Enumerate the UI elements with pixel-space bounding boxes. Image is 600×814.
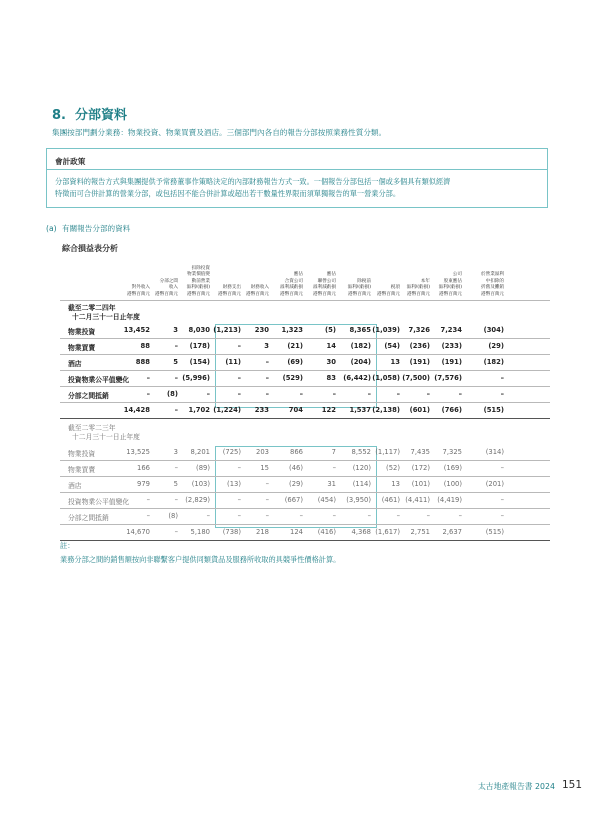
column-header-10: 本年 溢利/(虧損) 港幣百萬元 [406, 278, 430, 297]
table-cell: (114) [352, 480, 371, 488]
table-cell: (4,419) [437, 496, 462, 504]
table-cell: – [396, 512, 400, 520]
total-cell: (515) [485, 528, 504, 536]
section-title [52, 104, 127, 123]
total-cell: 218 [256, 528, 269, 536]
table-cell: (13) [227, 480, 241, 488]
section-number: 8. [52, 108, 66, 123]
table-cell: 230 [254, 326, 269, 334]
table-row [60, 340, 550, 353]
table-cell: (1,213) [213, 326, 241, 334]
row-rule [60, 338, 550, 339]
table-cell: 7,234 [440, 326, 462, 334]
table-cell: – [500, 464, 504, 472]
header-rule [60, 300, 550, 301]
total-cell: (766) [441, 406, 462, 414]
table-title: 綜合損益表分析 [62, 244, 118, 253]
table-cell: – [500, 390, 504, 398]
section-heading: 分部資料 [75, 108, 128, 123]
table-cell: (101) [411, 480, 430, 488]
table-cell: – [458, 512, 462, 520]
table-cell: – [174, 342, 178, 350]
column-header-9: 税項 港幣百萬元 [377, 285, 400, 297]
table-cell: (3,950) [346, 496, 371, 504]
table-row [60, 372, 550, 385]
row-rule [60, 386, 550, 387]
table-cell: (103) [191, 480, 210, 488]
table-cell: (2,829) [185, 496, 210, 504]
table-cell: 8,365 [349, 326, 371, 334]
table-cell: (8) [167, 390, 178, 398]
row-label: 投資物業公平值變化 [68, 376, 130, 384]
table-cell: (7,576) [434, 374, 462, 382]
note-label: 註： [60, 541, 75, 550]
table-cell: – [146, 374, 150, 382]
row-label: 分部之間抵銷 [68, 514, 109, 522]
policy-text-line-1: 分部資料的報告方式與集團提供予常務董事作策略決定的內部財務報告方式一致。一個報告分部包括一個或多個具有類似經濟 [55, 177, 451, 186]
table-cell: 3 [264, 342, 269, 350]
row-rule [60, 492, 550, 493]
table-cell: (191) [441, 358, 462, 366]
table-cell: (89) [196, 464, 210, 472]
table-cell: – [206, 390, 210, 398]
row-label: 分部之間抵銷 [68, 392, 109, 400]
row-rule [60, 508, 550, 509]
table-cell: 5 [173, 480, 178, 488]
table-cell: (182) [483, 358, 504, 366]
table-cell: – [367, 390, 371, 398]
row-label: 投資物業公平值變化 [68, 498, 130, 506]
table-cell: 15 [260, 464, 269, 472]
table-cell: (120) [352, 464, 371, 472]
table-cell: (5) [325, 326, 336, 334]
period2-line2: 十二月三十一日止年度 [72, 433, 140, 441]
table-cell: 13 [391, 480, 400, 488]
table-cell: 13,525 [126, 448, 150, 456]
column-header-2: 分部之間 收入 港幣百萬元 [155, 278, 178, 297]
total-cell: 14,670 [126, 528, 150, 536]
table-cell: – [174, 464, 178, 472]
table-cell: 13,452 [123, 326, 150, 334]
policy-text [55, 176, 541, 199]
table-cell: 5 [173, 358, 178, 366]
table-cell: – [146, 390, 150, 398]
total-cell: 4,368 [351, 528, 371, 536]
section-intro: 集團按部門劃分業務：物業投資、物業買賣及酒店。三個部門內各自的報告分部按照業務性質分類。 [52, 128, 387, 137]
table-row [60, 324, 550, 337]
table-cell: – [206, 512, 210, 520]
period2-heading [68, 424, 140, 442]
table-row [60, 494, 550, 507]
table-cell: – [265, 480, 269, 488]
table-cell: (1,039) [372, 326, 400, 334]
table-cell: – [458, 390, 462, 398]
table-row [60, 388, 550, 401]
table-cell: – [265, 358, 269, 366]
table-cell: (304) [483, 326, 504, 334]
policy-text-line-2: 特徵而可合併計算的營業分部，或包括因不能合併計算或超出若干數量性界限而須單獨報告的單一營業分部。 [55, 188, 401, 198]
footer-page-number: 151 [562, 779, 583, 791]
total-cell: 2,637 [442, 528, 462, 536]
row-label: 酒店 [68, 482, 82, 490]
table-row [60, 462, 550, 475]
table-cell: 7,325 [442, 448, 462, 456]
table-cell: – [237, 390, 241, 398]
footer-report-name: 太古地產報告書 2024 [478, 782, 555, 791]
subsection-label [46, 223, 130, 234]
row-label: 物業買賣 [68, 344, 96, 352]
total-cell: (1,224) [213, 406, 241, 414]
table-cell: – [265, 390, 269, 398]
period1-line1: 截至二零二四年 [68, 304, 116, 312]
table-cell: (182) [350, 342, 371, 350]
row-rule [60, 370, 550, 371]
table-cell: (6,442) [343, 374, 371, 382]
table-cell: (725) [222, 448, 241, 456]
table-cell: (169) [443, 464, 462, 472]
table-cell: – [146, 496, 150, 504]
column-header-7: 應佔 聯營公司 溢利減虧損 港幣百萬元 [313, 272, 336, 297]
total-row [60, 404, 550, 417]
policy-title: 會計政策 [55, 157, 86, 166]
column-header-11: 公司 股東應佔 溢利/(虧損) 港幣百萬元 [438, 272, 462, 297]
table-cell: 13 [390, 358, 400, 366]
total-cell: (1,617) [375, 528, 400, 536]
table-cell: (46) [289, 464, 303, 472]
table-cell: (100) [443, 480, 462, 488]
table-cell: (454) [317, 496, 336, 504]
table-cell: – [265, 374, 269, 382]
table-cell: – [146, 512, 150, 520]
table-cell: (7,500) [402, 374, 430, 382]
table-row [60, 446, 550, 459]
table-cell: (1,117) [375, 448, 400, 456]
column-header-4: 財務支出 港幣百萬元 [218, 285, 241, 297]
table-cell: (191) [409, 358, 430, 366]
row-rule [60, 524, 550, 525]
column-header-1: 對外收入 港幣百萬元 [127, 285, 150, 297]
total-cell: 704 [288, 406, 303, 414]
note-text: 業務分部之間的銷售額按向非聯繫客户提供同類貨品及服務所收取的具競爭性價格計算。 [60, 555, 341, 564]
total-cell: – [174, 406, 178, 414]
total-cell: 233 [254, 406, 269, 414]
table-cell: (172) [411, 464, 430, 472]
row-rule [60, 460, 550, 461]
table-cell: (178) [189, 342, 210, 350]
row-label: 物業投資 [68, 328, 96, 336]
table-cell: – [500, 374, 504, 382]
table-row [60, 510, 550, 523]
total-cell: (738) [222, 528, 241, 536]
table-cell: 203 [256, 448, 269, 456]
row-rule [60, 476, 550, 477]
table-cell: 30 [326, 358, 336, 366]
table-cell: – [265, 512, 269, 520]
table-cell: (4,411) [405, 496, 430, 504]
total-cell: 1,702 [188, 406, 210, 414]
table-cell: (11) [225, 358, 241, 366]
table-cell: 31 [327, 480, 336, 488]
table-cell: 979 [137, 480, 150, 488]
total-cell: 122 [321, 406, 336, 414]
table-cell: 8,030 [188, 326, 210, 334]
subsection-marker: (a) [46, 224, 57, 233]
table-cell: – [332, 390, 336, 398]
table-cell: (204) [350, 358, 371, 366]
subsection-title: 有關報告分部的資料 [62, 224, 131, 233]
table-cell: (69) [287, 358, 303, 366]
table-cell: (5,996) [182, 374, 210, 382]
segment-table [60, 260, 550, 536]
total-cell: – [174, 528, 178, 536]
accounting-policy-box [46, 148, 548, 208]
total-cell: 14,428 [123, 406, 150, 414]
total-cell: 1,537 [349, 406, 371, 414]
period2-line1: 截至二零二三年 [68, 424, 116, 432]
policy-divider [47, 169, 547, 170]
row-label: 物業投資 [68, 450, 96, 458]
table-row [60, 478, 550, 491]
table-cell: – [426, 512, 430, 520]
table-cell: – [299, 512, 303, 520]
total-rule [60, 418, 550, 419]
table-cell: – [332, 512, 336, 520]
row-label: 酒店 [68, 360, 82, 368]
table-cell: 888 [135, 358, 150, 366]
total-cell: (2,138) [372, 406, 400, 414]
table-cell: – [332, 464, 336, 472]
table-cell: – [237, 496, 241, 504]
table-cell: (8) [168, 512, 178, 520]
row-rule [60, 402, 550, 403]
total-rule [60, 540, 550, 541]
total-cell: (601) [409, 406, 430, 414]
table-cell: – [396, 390, 400, 398]
table-cell: – [500, 512, 504, 520]
table-cell: – [237, 342, 241, 350]
table-cell: (29) [488, 342, 504, 350]
table-cell: 83 [326, 374, 336, 382]
table-cell: 166 [137, 464, 150, 472]
row-label: 物業買賣 [68, 466, 96, 474]
table-cell: (233) [441, 342, 462, 350]
table-cell: 7 [331, 448, 336, 456]
table-cell: 8,201 [190, 448, 210, 456]
table-cell: (1,058) [372, 374, 400, 382]
table-cell: 7,435 [410, 448, 430, 456]
table-cell: (314) [485, 448, 504, 456]
column-header-6: 應佔 合資公司 溢利減虧損 港幣百萬元 [280, 272, 303, 297]
table-cell: (461) [381, 496, 400, 504]
table-cell: – [265, 496, 269, 504]
table-cell: – [367, 512, 371, 520]
table-cell: – [237, 374, 241, 382]
table-cell: 866 [290, 448, 303, 456]
period1-heading [68, 304, 140, 322]
table-cell: – [237, 464, 241, 472]
column-header-12: 於營業溢利 中扣除的 折舊及攤銷 港幣百萬元 [481, 272, 504, 297]
table-cell: 88 [140, 342, 150, 350]
row-rule [60, 354, 550, 355]
column-header-8: 除稅前 溢利/(虧損) 港幣百萬元 [347, 278, 371, 297]
table-cell: 8,552 [351, 448, 371, 456]
table-cell: – [426, 390, 430, 398]
table-cell: – [299, 390, 303, 398]
table-cell: (529) [282, 374, 303, 382]
table-cell: – [174, 496, 178, 504]
total-row [60, 526, 550, 539]
table-cell: (236) [409, 342, 430, 350]
column-header-3: 扣除投資 物業價值變 動前營業 溢利/(虧損) 港幣百萬元 [186, 265, 210, 297]
table-cell: (29) [289, 480, 303, 488]
table-cell: 7,326 [408, 326, 430, 334]
table-cell: – [174, 374, 178, 382]
table-cell: 1,323 [281, 326, 303, 334]
table-cell: (54) [384, 342, 400, 350]
table-cell: (52) [386, 464, 400, 472]
column-header-5: 財務收入 港幣百萬元 [246, 285, 269, 297]
period1-line2: 十二月三十一日止年度 [72, 313, 140, 321]
table-cell: (667) [284, 496, 303, 504]
total-cell: (515) [483, 406, 504, 414]
total-cell: 124 [290, 528, 303, 536]
table-cell: 14 [326, 342, 336, 350]
table-cell: – [500, 496, 504, 504]
table-cell: (201) [485, 480, 504, 488]
table-cell: (154) [189, 358, 210, 366]
table-row [60, 356, 550, 369]
table-cell: 3 [173, 326, 178, 334]
total-cell: 5,180 [190, 528, 210, 536]
total-cell: (416) [317, 528, 336, 536]
table-cell: 3 [173, 448, 178, 456]
total-cell: 2,751 [410, 528, 430, 536]
table-cell: (21) [287, 342, 303, 350]
table-cell: – [237, 512, 241, 520]
